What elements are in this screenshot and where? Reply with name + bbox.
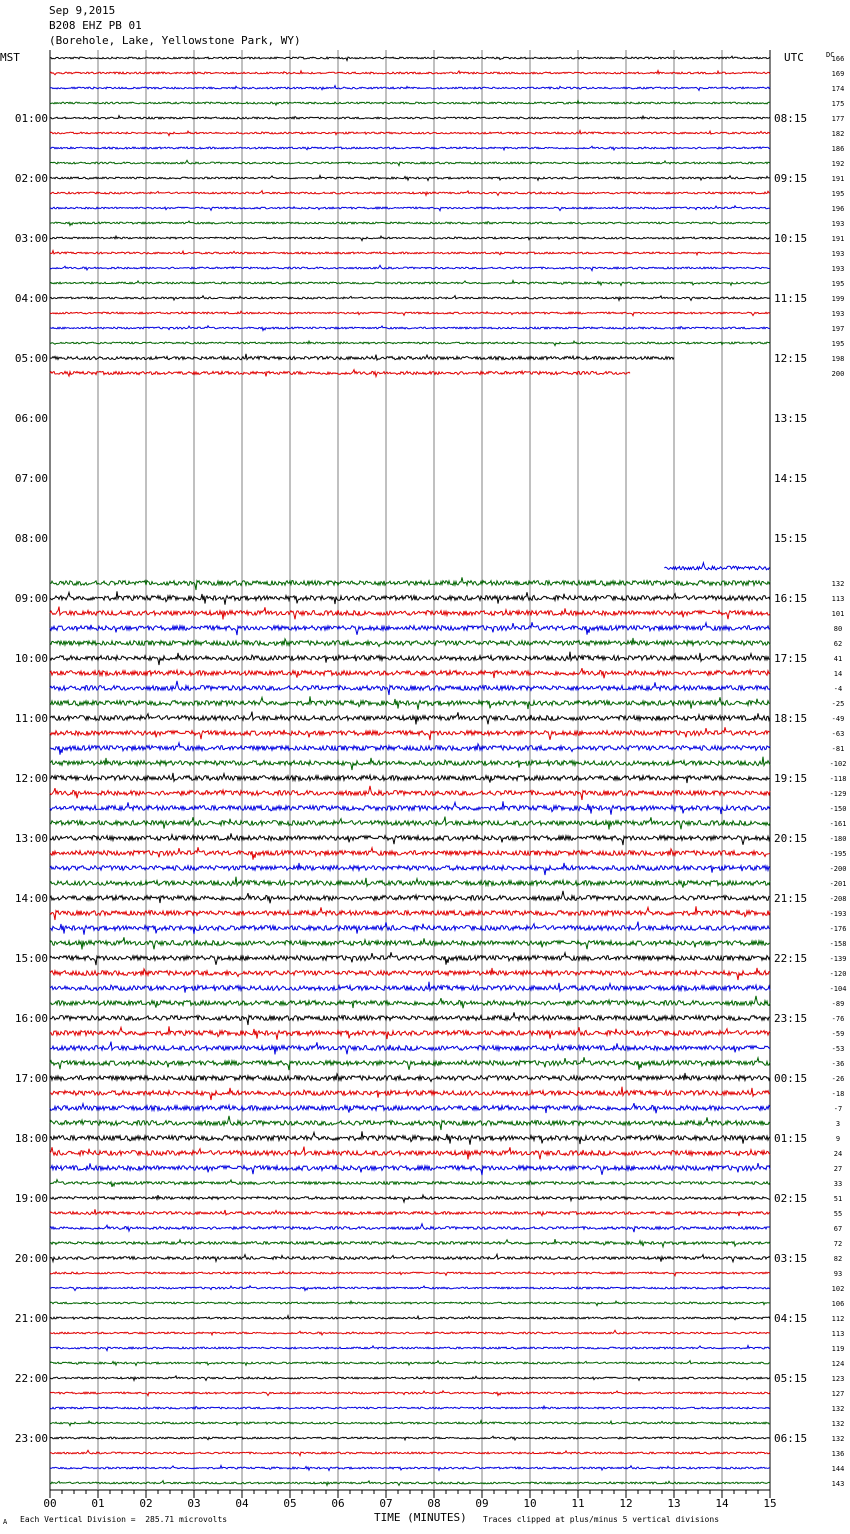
hour-label-mst: 19:00 (14, 1192, 48, 1205)
trace-line (50, 1436, 770, 1440)
dc-offset-label: -193 (829, 910, 847, 918)
dc-offset-label: 51 (833, 1195, 843, 1203)
dc-offset-label: 199 (831, 295, 845, 303)
mst-header: MST (0, 51, 20, 64)
trace-line (50, 176, 770, 181)
trace-line (50, 221, 770, 226)
clip-note: Traces clipped at plus/minus 5 vertical divisions (483, 1515, 720, 1524)
axis-labels (0, 51, 846, 1510)
dc-offset-label: -36 (831, 1060, 845, 1068)
hour-label-mst: 11:00 (14, 712, 48, 725)
dc-offset-label: 119 (831, 1345, 845, 1353)
trace-line (50, 311, 770, 315)
x-tick-label: 09 (475, 1497, 489, 1510)
trace-line (50, 877, 770, 888)
hour-label-mst: 13:00 (14, 832, 48, 845)
hour-label-mst: 06:00 (14, 412, 48, 425)
hour-label-mst: 23:00 (14, 1432, 48, 1445)
trace-line (50, 116, 770, 120)
hour-label-utc: 15:15 (774, 532, 808, 545)
dc-offset-label: 106 (831, 1300, 845, 1308)
trace-line (50, 1163, 770, 1175)
hour-label-mst: 03:00 (14, 232, 48, 245)
dc-offset-label: 198 (831, 355, 845, 363)
trace-line (50, 712, 770, 725)
dc-offset-label: -102 (829, 760, 847, 768)
dc-offset-label: 132 (831, 580, 845, 588)
utc-header: UTC (784, 51, 804, 64)
hour-label-mst: 18:00 (14, 1132, 48, 1145)
trace-line (50, 786, 770, 800)
hour-label-mst: 15:00 (14, 952, 48, 965)
dc-offset-label: 175 (831, 100, 845, 108)
dc-offset-label: -81 (831, 745, 845, 753)
dc-offset-label: 174 (831, 85, 845, 93)
dc-offset-label: 193 (831, 220, 845, 228)
trace-line (50, 743, 770, 755)
hour-label-utc: 17:15 (774, 652, 808, 665)
dc-offset-label: 195 (831, 280, 845, 288)
hour-label-mst: 02:00 (14, 172, 48, 185)
trace-line (50, 1421, 770, 1426)
dc-offset-label: -7 (833, 1105, 843, 1113)
hour-label-utc: 00:15 (774, 1072, 808, 1085)
hour-label-utc: 09:15 (774, 172, 808, 185)
dc-offset-label: 33 (833, 1180, 843, 1188)
dc-offset-label: -26 (831, 1075, 845, 1083)
trace-line (50, 354, 674, 360)
trace-line (50, 891, 770, 903)
trace-line (50, 577, 770, 590)
x-tick-label: 03 (187, 1497, 201, 1510)
trace-line (50, 668, 770, 678)
trace-line (50, 236, 770, 241)
dc-offset-label: 132 (831, 1405, 845, 1413)
trace-line (50, 996, 770, 1008)
dc-offset-label: 132 (831, 1420, 845, 1428)
x-tick-label: 15 (763, 1497, 777, 1510)
trace-line (50, 1316, 770, 1320)
dc-offset-label: 112 (831, 1315, 845, 1323)
hour-label-mst: 09:00 (14, 592, 48, 605)
x-tick-label: 01 (91, 1497, 105, 1510)
dc-offset-label: -139 (829, 955, 847, 963)
trace-line (50, 326, 770, 331)
dc-offset-label: 197 (831, 325, 845, 333)
trace-line (50, 1147, 770, 1160)
trace-line (50, 681, 770, 695)
trace-line (50, 86, 770, 91)
trace-line (50, 817, 770, 830)
dc-offset-label: -150 (829, 805, 847, 813)
dc-offset-label: 72 (833, 1240, 843, 1248)
trace-line (50, 1254, 770, 1261)
dc-offset-label: 80 (833, 625, 843, 633)
hour-label-utc: 20:15 (774, 832, 808, 845)
dc-offset-label: -63 (831, 730, 845, 738)
dc-offset-label: 113 (831, 595, 845, 603)
hour-label-mst: 12:00 (14, 772, 48, 785)
dc-offset-label: 136 (831, 1450, 845, 1458)
dc-offset-label: -195 (829, 850, 847, 858)
trace-line (50, 591, 770, 604)
hour-label-mst: 17:00 (14, 1072, 48, 1085)
hour-label-mst: 14:00 (14, 892, 48, 905)
hour-label-utc: 10:15 (774, 232, 808, 245)
dc-offset-label: -208 (829, 895, 847, 903)
trace-line (50, 1116, 770, 1130)
corner-mark: A (3, 1518, 8, 1526)
trace-line (50, 1361, 770, 1366)
hour-label-utc: 06:15 (774, 1432, 808, 1445)
hour-label-utc: 14:15 (774, 472, 808, 485)
dc-offset-label: 177 (831, 115, 845, 123)
trace-line (664, 563, 769, 570)
hour-label-utc: 16:15 (774, 592, 808, 605)
trace-line (50, 146, 770, 150)
dc-offset-label: -4 (833, 685, 843, 693)
trace-line (50, 922, 770, 935)
trace-line (50, 1466, 770, 1471)
x-tick-label: 11 (571, 1497, 585, 1510)
hour-label-utc: 23:15 (774, 1012, 808, 1025)
trace-line (50, 131, 770, 136)
trace-line (50, 1481, 770, 1486)
hour-label-mst: 20:00 (14, 1252, 48, 1265)
trace-line (50, 1087, 770, 1100)
dc-offset-label: 200 (831, 370, 845, 378)
hour-label-utc: 18:15 (774, 712, 808, 725)
trace-line (50, 191, 770, 196)
trace-line (50, 281, 770, 286)
trace-line (50, 801, 770, 814)
trace-line (50, 638, 770, 647)
trace-line (50, 982, 770, 993)
hour-label-mst: 22:00 (14, 1372, 48, 1385)
trace-line (50, 906, 770, 920)
hour-label-utc: 11:15 (774, 292, 808, 305)
station-code: B208 EHZ PB 01 (49, 19, 142, 32)
hour-label-mst: 10:00 (14, 652, 48, 665)
trace-line (50, 1271, 770, 1275)
dc-offset-label: 82 (833, 1255, 843, 1263)
dc-offset-label: 193 (831, 265, 845, 273)
trace-line (50, 206, 770, 211)
trace-line (50, 757, 770, 770)
dc-header: DC (826, 51, 835, 59)
trace-line (50, 71, 770, 75)
dc-offset-label: -120 (829, 970, 847, 978)
dc-offset-label: 132 (831, 1435, 845, 1443)
dc-offset-label: 27 (833, 1165, 843, 1173)
trace-line (50, 1330, 770, 1335)
trace-line (50, 1195, 770, 1202)
hour-label-utc: 22:15 (774, 952, 808, 965)
dc-offset-label: 67 (833, 1225, 843, 1233)
dc-offset-label: -129 (829, 790, 847, 798)
hour-label-utc: 21:15 (774, 892, 808, 905)
dc-offset-label: 143 (831, 1480, 845, 1488)
trace-line (50, 1239, 770, 1247)
dc-offset-label: 123 (831, 1375, 845, 1383)
dc-offset-label: -176 (829, 925, 847, 933)
dc-offset-label: 41 (833, 655, 843, 663)
hour-label-utc: 04:15 (774, 1312, 808, 1325)
x-tick-label: 00 (43, 1497, 57, 1510)
scale-note: Each Vertical Division = 285.71 microvolts (20, 1515, 228, 1524)
trace-line (50, 1073, 770, 1082)
dc-offset-label: 166 (831, 55, 845, 63)
hour-label-mst: 16:00 (14, 1012, 48, 1025)
trace-line (50, 370, 630, 377)
hour-label-mst: 07:00 (14, 472, 48, 485)
trace-line (50, 160, 770, 165)
trace-line (50, 251, 770, 255)
x-tick-label: 13 (667, 1497, 681, 1510)
dc-offset-label: -180 (829, 835, 847, 843)
dc-offset-label: 127 (831, 1390, 845, 1398)
dc-offset-label: -53 (831, 1045, 845, 1053)
hour-label-mst: 08:00 (14, 532, 48, 545)
seismogram-traces (50, 56, 770, 1485)
hour-label-utc: 05:15 (774, 1372, 808, 1385)
dc-offset-label: 186 (831, 145, 845, 153)
trace-line (50, 1450, 770, 1455)
trace-line (50, 1376, 770, 1381)
dc-offset-label: -200 (829, 865, 847, 873)
trace-line (50, 968, 770, 980)
x-tick-label: 10 (523, 1497, 537, 1510)
hour-label-mst: 01:00 (14, 112, 48, 125)
trace-line (50, 1286, 770, 1291)
trace-line (50, 265, 770, 270)
trace-line (50, 1301, 770, 1306)
x-tick-label: 12 (619, 1497, 633, 1510)
trace-line (50, 56, 770, 60)
hour-label-utc: 12:15 (774, 352, 808, 365)
trace-line (50, 1180, 770, 1187)
trace-line (50, 773, 770, 783)
trace-line (50, 727, 770, 740)
hour-label-mst: 04:00 (14, 292, 48, 305)
dc-offset-label: 14 (833, 670, 843, 678)
hour-label-utc: 01:15 (774, 1132, 808, 1145)
trace-line (50, 952, 770, 965)
dc-offset-label: -161 (829, 820, 847, 828)
dc-offset-label: 124 (831, 1360, 845, 1368)
dc-offset-label: 101 (831, 610, 845, 618)
dc-offset-label: 3 (835, 1120, 841, 1128)
x-tick-label: 06 (331, 1497, 345, 1510)
dc-offset-label: 182 (831, 130, 845, 138)
dc-offset-label: 62 (833, 640, 843, 648)
dc-offset-label: 113 (831, 1330, 845, 1338)
x-tick-label: 07 (379, 1497, 393, 1510)
trace-line (50, 607, 770, 620)
plot-date: Sep 9,2015 (49, 4, 116, 17)
hour-label-mst: 05:00 (14, 352, 48, 365)
dc-offset-label: -25 (831, 700, 845, 708)
dc-offset-label: 191 (831, 175, 845, 183)
trace-line (50, 1346, 770, 1351)
trace-line (50, 1131, 770, 1144)
trace-line (50, 1209, 770, 1216)
hour-label-utc: 08:15 (774, 112, 808, 125)
trace-line (50, 696, 770, 709)
dc-offset-label: -49 (831, 715, 845, 723)
trace-line (50, 1103, 770, 1113)
trace-line (50, 622, 770, 635)
trace-line (50, 1026, 770, 1039)
trace-line (50, 101, 770, 106)
dc-offset-label: 144 (831, 1465, 845, 1473)
trace-line (50, 1406, 770, 1409)
trace-line (50, 1012, 770, 1025)
dc-offset-label: 196 (831, 205, 845, 213)
station-location: (Borehole, Lake, Yellowstone Park, WY) (49, 34, 301, 47)
dc-offset-label: 195 (831, 340, 845, 348)
hour-label-utc: 03:15 (774, 1252, 808, 1265)
x-tick-label: 08 (427, 1497, 441, 1510)
trace-line (50, 652, 770, 665)
trace-line (50, 1042, 770, 1055)
dc-offset-label: -104 (829, 985, 847, 993)
dc-offset-label: 192 (831, 160, 845, 168)
dc-offset-label: 102 (831, 1285, 845, 1293)
trace-line (50, 296, 770, 301)
trace-line (50, 863, 770, 875)
dc-offset-label: -59 (831, 1030, 845, 1038)
dc-offset-label: 195 (831, 190, 845, 198)
hour-label-mst: 21:00 (14, 1312, 48, 1325)
dc-offset-label: -76 (831, 1015, 845, 1023)
x-axis-label: TIME (MINUTES) (374, 1511, 467, 1524)
trace-line (50, 341, 770, 346)
trace-line (50, 1391, 770, 1396)
x-tick-label: 05 (283, 1497, 297, 1510)
trace-line (50, 847, 770, 860)
x-tick-label: 14 (715, 1497, 729, 1510)
dc-offset-label: 9 (835, 1135, 841, 1143)
dc-offset-label: -118 (829, 775, 847, 783)
dc-offset-label: -158 (829, 940, 847, 948)
dc-offset-label: 55 (833, 1210, 843, 1218)
trace-line (50, 1057, 770, 1070)
trace-line (50, 833, 770, 845)
dc-offset-label: -201 (829, 880, 847, 888)
x-tick-label: 02 (139, 1497, 153, 1510)
dc-offset-label: 193 (831, 250, 845, 258)
hour-label-utc: 13:15 (774, 412, 808, 425)
trace-line (50, 937, 770, 949)
trace-line (50, 1224, 770, 1232)
dc-offset-label: -89 (831, 1000, 845, 1008)
dc-offset-label: 193 (831, 310, 845, 318)
x-tick-label: 04 (235, 1497, 249, 1510)
dc-offset-label: 191 (831, 235, 845, 243)
hour-label-utc: 02:15 (774, 1192, 808, 1205)
dc-offset-label: -18 (831, 1090, 845, 1098)
dc-offset-label: 169 (831, 70, 845, 78)
dc-offset-label: 24 (833, 1150, 843, 1158)
dc-offset-label: 93 (833, 1270, 843, 1278)
hour-label-utc: 19:15 (774, 772, 808, 785)
